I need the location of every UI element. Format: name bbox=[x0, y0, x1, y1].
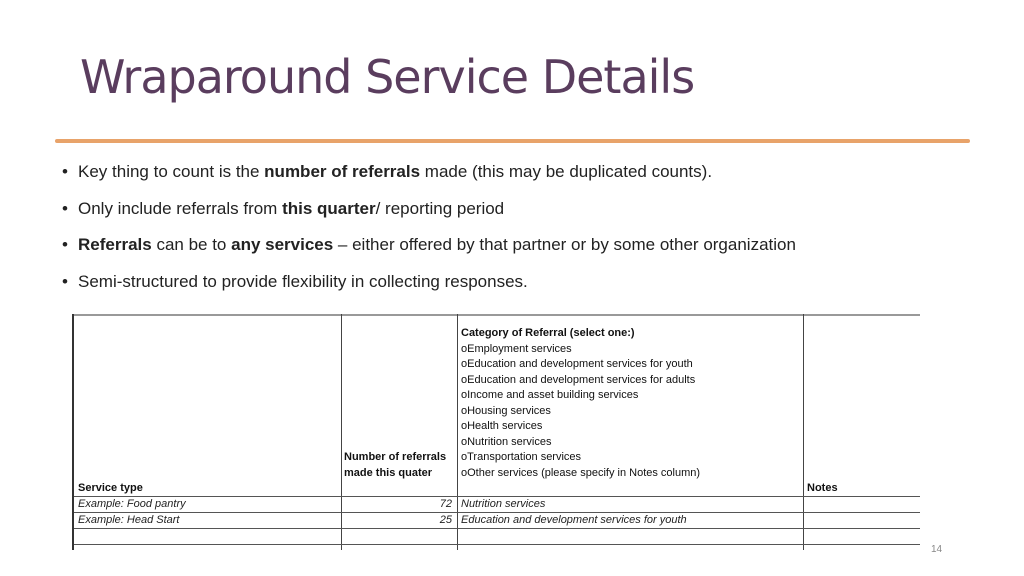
category-option: oNutrition services bbox=[461, 435, 552, 448]
column-divider bbox=[341, 314, 342, 550]
table-cell-category: Nutrition services bbox=[461, 498, 546, 510]
table-cell-service: Example: Head Start bbox=[78, 514, 180, 526]
category-option: oTransportation services bbox=[461, 451, 582, 463]
row-divider bbox=[74, 528, 920, 529]
category-title: Category of Referral (select one:) bbox=[461, 327, 635, 339]
category-option: oHousing services bbox=[461, 404, 551, 417]
category-option: oEmployment services bbox=[461, 342, 572, 355]
bullet-item: • Only include referrals from this quarter/ reporting period bbox=[62, 197, 796, 234]
bullet-dot-icon: • bbox=[62, 271, 68, 291]
row-divider bbox=[74, 544, 920, 545]
sheet-top-border bbox=[74, 314, 920, 316]
bullet-item: • Referrals can be to any services – either offered by that partner or by some other organization bbox=[62, 233, 796, 270]
bullet-dot-icon: • bbox=[62, 198, 68, 218]
category-option: oEducation and development services for adults bbox=[461, 373, 696, 386]
category-option: oEducation and development services for youth bbox=[461, 358, 693, 370]
bullet-item: • Key thing to count is the number of referrals made (this may be duplicated counts). bbox=[62, 160, 796, 197]
header-service-type: Service type bbox=[78, 482, 143, 494]
column-divider bbox=[803, 314, 804, 550]
spreadsheet-screenshot bbox=[72, 314, 920, 550]
category-option: oIncome and asset building services bbox=[461, 389, 639, 401]
table-cell-category: Education and development services for youth bbox=[461, 514, 687, 526]
category-option: oOther services (please specify in Notes column) bbox=[461, 466, 701, 479]
bullet-dot-icon: • bbox=[62, 162, 68, 181]
header-notes: Notes bbox=[807, 482, 838, 494]
bullet-item: • Semi-structured to provide flexibility in collecting responses. bbox=[62, 270, 796, 307]
table-cell-count: 25 bbox=[439, 514, 452, 526]
category-option: oHealth services bbox=[461, 420, 543, 432]
column-divider bbox=[457, 314, 458, 550]
bullet-list bbox=[62, 160, 796, 306]
title-divider bbox=[55, 139, 970, 143]
slide-title: Wraparound Service Details bbox=[80, 50, 695, 104]
table-cell-count: 72 bbox=[439, 498, 452, 510]
bullet-dot-icon: • bbox=[62, 235, 68, 254]
header-referral-count: Number of referrals made this quater bbox=[344, 451, 447, 479]
row-divider bbox=[74, 512, 920, 513]
row-divider bbox=[74, 496, 920, 497]
header-category bbox=[461, 326, 700, 481]
page-number: 14 bbox=[931, 544, 943, 555]
table-cell-service: Example: Food pantry bbox=[78, 498, 186, 510]
